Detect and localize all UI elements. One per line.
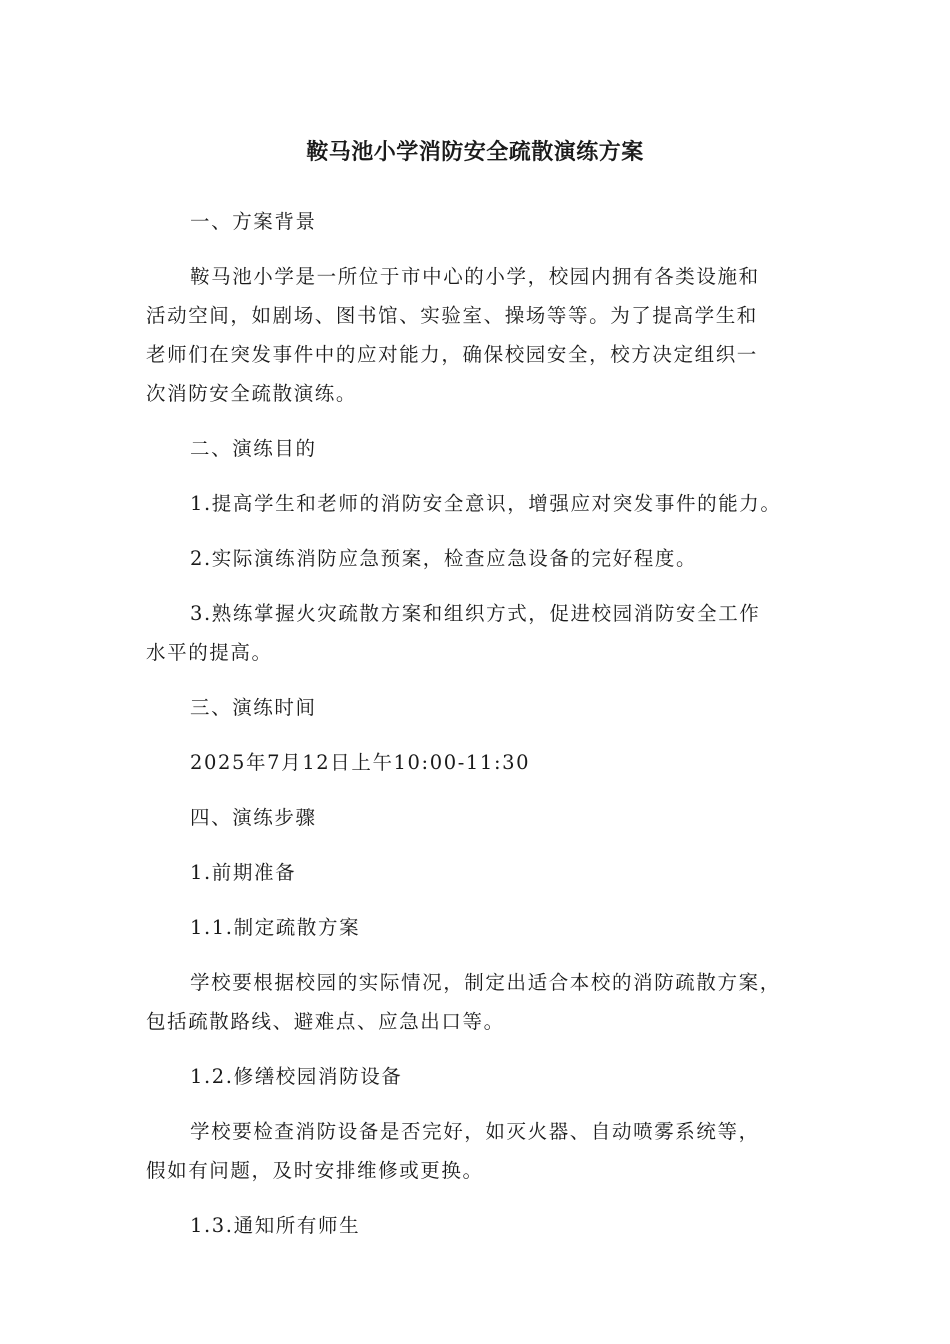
- section-heading-time: 三、演练时间: [190, 696, 317, 719]
- paragraph-line: 次消防安全疏散演练。: [146, 382, 358, 405]
- paragraph-line: 学校要检查消防设备是否完好，如灭火器、自动喷雾系统等，: [190, 1120, 760, 1143]
- paragraph-line: 老师们在突发事件中的应对能力，确保校园安全，校方决定组织一: [146, 343, 758, 366]
- paragraph-line: 学校要根据校园的实际情况，制定出适合本校的消防疏散方案，: [190, 971, 781, 994]
- paragraph-line: 鞍马池小学是一所位于市中心的小学，校园内拥有各类设施和: [190, 265, 760, 288]
- purpose-item-3-line: 3.熟练掌握火灾疏散方案和组织方式，促进校园消防安全工作: [190, 602, 761, 625]
- purpose-item-3-line: 水平的提高。: [146, 641, 273, 664]
- paragraph-line: 假如有问题，及时安排维修或更换。: [146, 1159, 484, 1182]
- document-body: [146, 202, 806, 1245]
- document-title: 鞍马池小学消防安全疏散演练方案: [306, 140, 644, 165]
- step-1-2-heading: 1.2.修缮校园消防设备: [190, 1065, 403, 1088]
- step-1-3-heading: 1.3.通知所有师生: [190, 1214, 361, 1237]
- purpose-item-1: 1.提高学生和老师的消防安全意识，增强应对突发事件的能力。: [190, 492, 782, 515]
- section-heading-steps: 四、演练步骤: [190, 806, 317, 829]
- drill-time: 2025年7月12日上午10:00-11:30: [190, 751, 531, 774]
- step-1-1-heading: 1.1.制定疏散方案: [190, 916, 361, 939]
- paragraph-line: 活动空间，如剧场、图书馆、实验室、操场等等。为了提高学生和: [146, 304, 758, 327]
- step-1-heading: 1.前期准备: [190, 861, 297, 884]
- section-heading-purpose: 二、演练目的: [190, 437, 317, 460]
- section-heading-background: 一、方案背景: [190, 210, 317, 233]
- purpose-item-2: 2.实际演练消防应急预案，检查应急设备的完好程度。: [190, 547, 698, 570]
- paragraph-line: 包括疏散路线、避难点、应急出口等。: [146, 1010, 505, 1033]
